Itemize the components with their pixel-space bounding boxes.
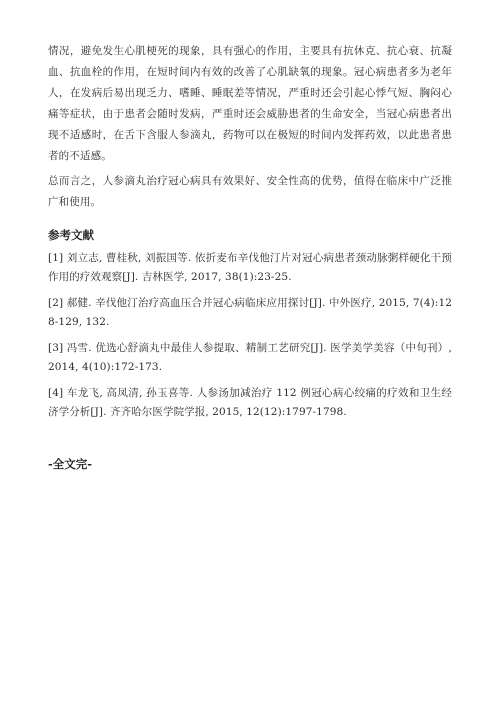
reference-item-4: [4] 车龙飞, 高凤清, 孙玉喜等. 人参汤加减治疗 112 例冠心病心绞痛的疗效和卫生经济学分析[J]. 齐齐哈尔医学院学报, 2015, 12(12):1797-1798. — [48, 387, 452, 418]
reference-item-3: [3] 冯雪. 优选心舒滴丸中最佳人参提取、精制工艺研究[J]. 医学美学美容（中旬刊）, 2014, 4(10):172-173. — [48, 342, 452, 373]
references-heading: 参考文献 — [48, 228, 94, 242]
body-paragraph-1: 情况，避免发生心肌梗死的现象，具有强心的作用，主要具有抗休克、抗心衰、抗凝血、抗血栓的作用，在短时间内有效的改善了心肌缺氧的现象。冠心病患者多为老年人，在发病后易出现乏力、嗜睡、睡眠差等情况，严重时还会引起心悸气短、胸闷心痛等症状，由于患者会随时发病，严重时还会威胁患者的生命安全，当冠心病患者出现不适感时，在舌下含服人参滴丸，药物可以在极短的时间内发挥药效，以此患者患者的不适感。 — [48, 45, 452, 162]
reference-item-2: [2] 郝健. 辛伐他汀治疗高血压合并冠心病临床应用探讨[J]. 中外医疗, 2015, 7(4):128-129, 132. — [48, 297, 452, 328]
document-content — [48, 41, 452, 472]
end-of-document-mark: -全文完- — [48, 457, 93, 471]
reference-item-1: [1] 刘立志, 曹桂秋, 刘振国等. 依折麦布辛伐他汀片对冠心病患者颈动脉粥样硬化干预作用的疗效观察[J]. 吉林医学, 2017, 38(1):23-25. — [48, 252, 452, 283]
body-paragraph-2: 总而言之，人参滴丸治疗冠心病具有效果好、安全性高的优势，值得在临床中广泛推广和使用。 — [48, 175, 452, 208]
references-list — [48, 249, 452, 422]
